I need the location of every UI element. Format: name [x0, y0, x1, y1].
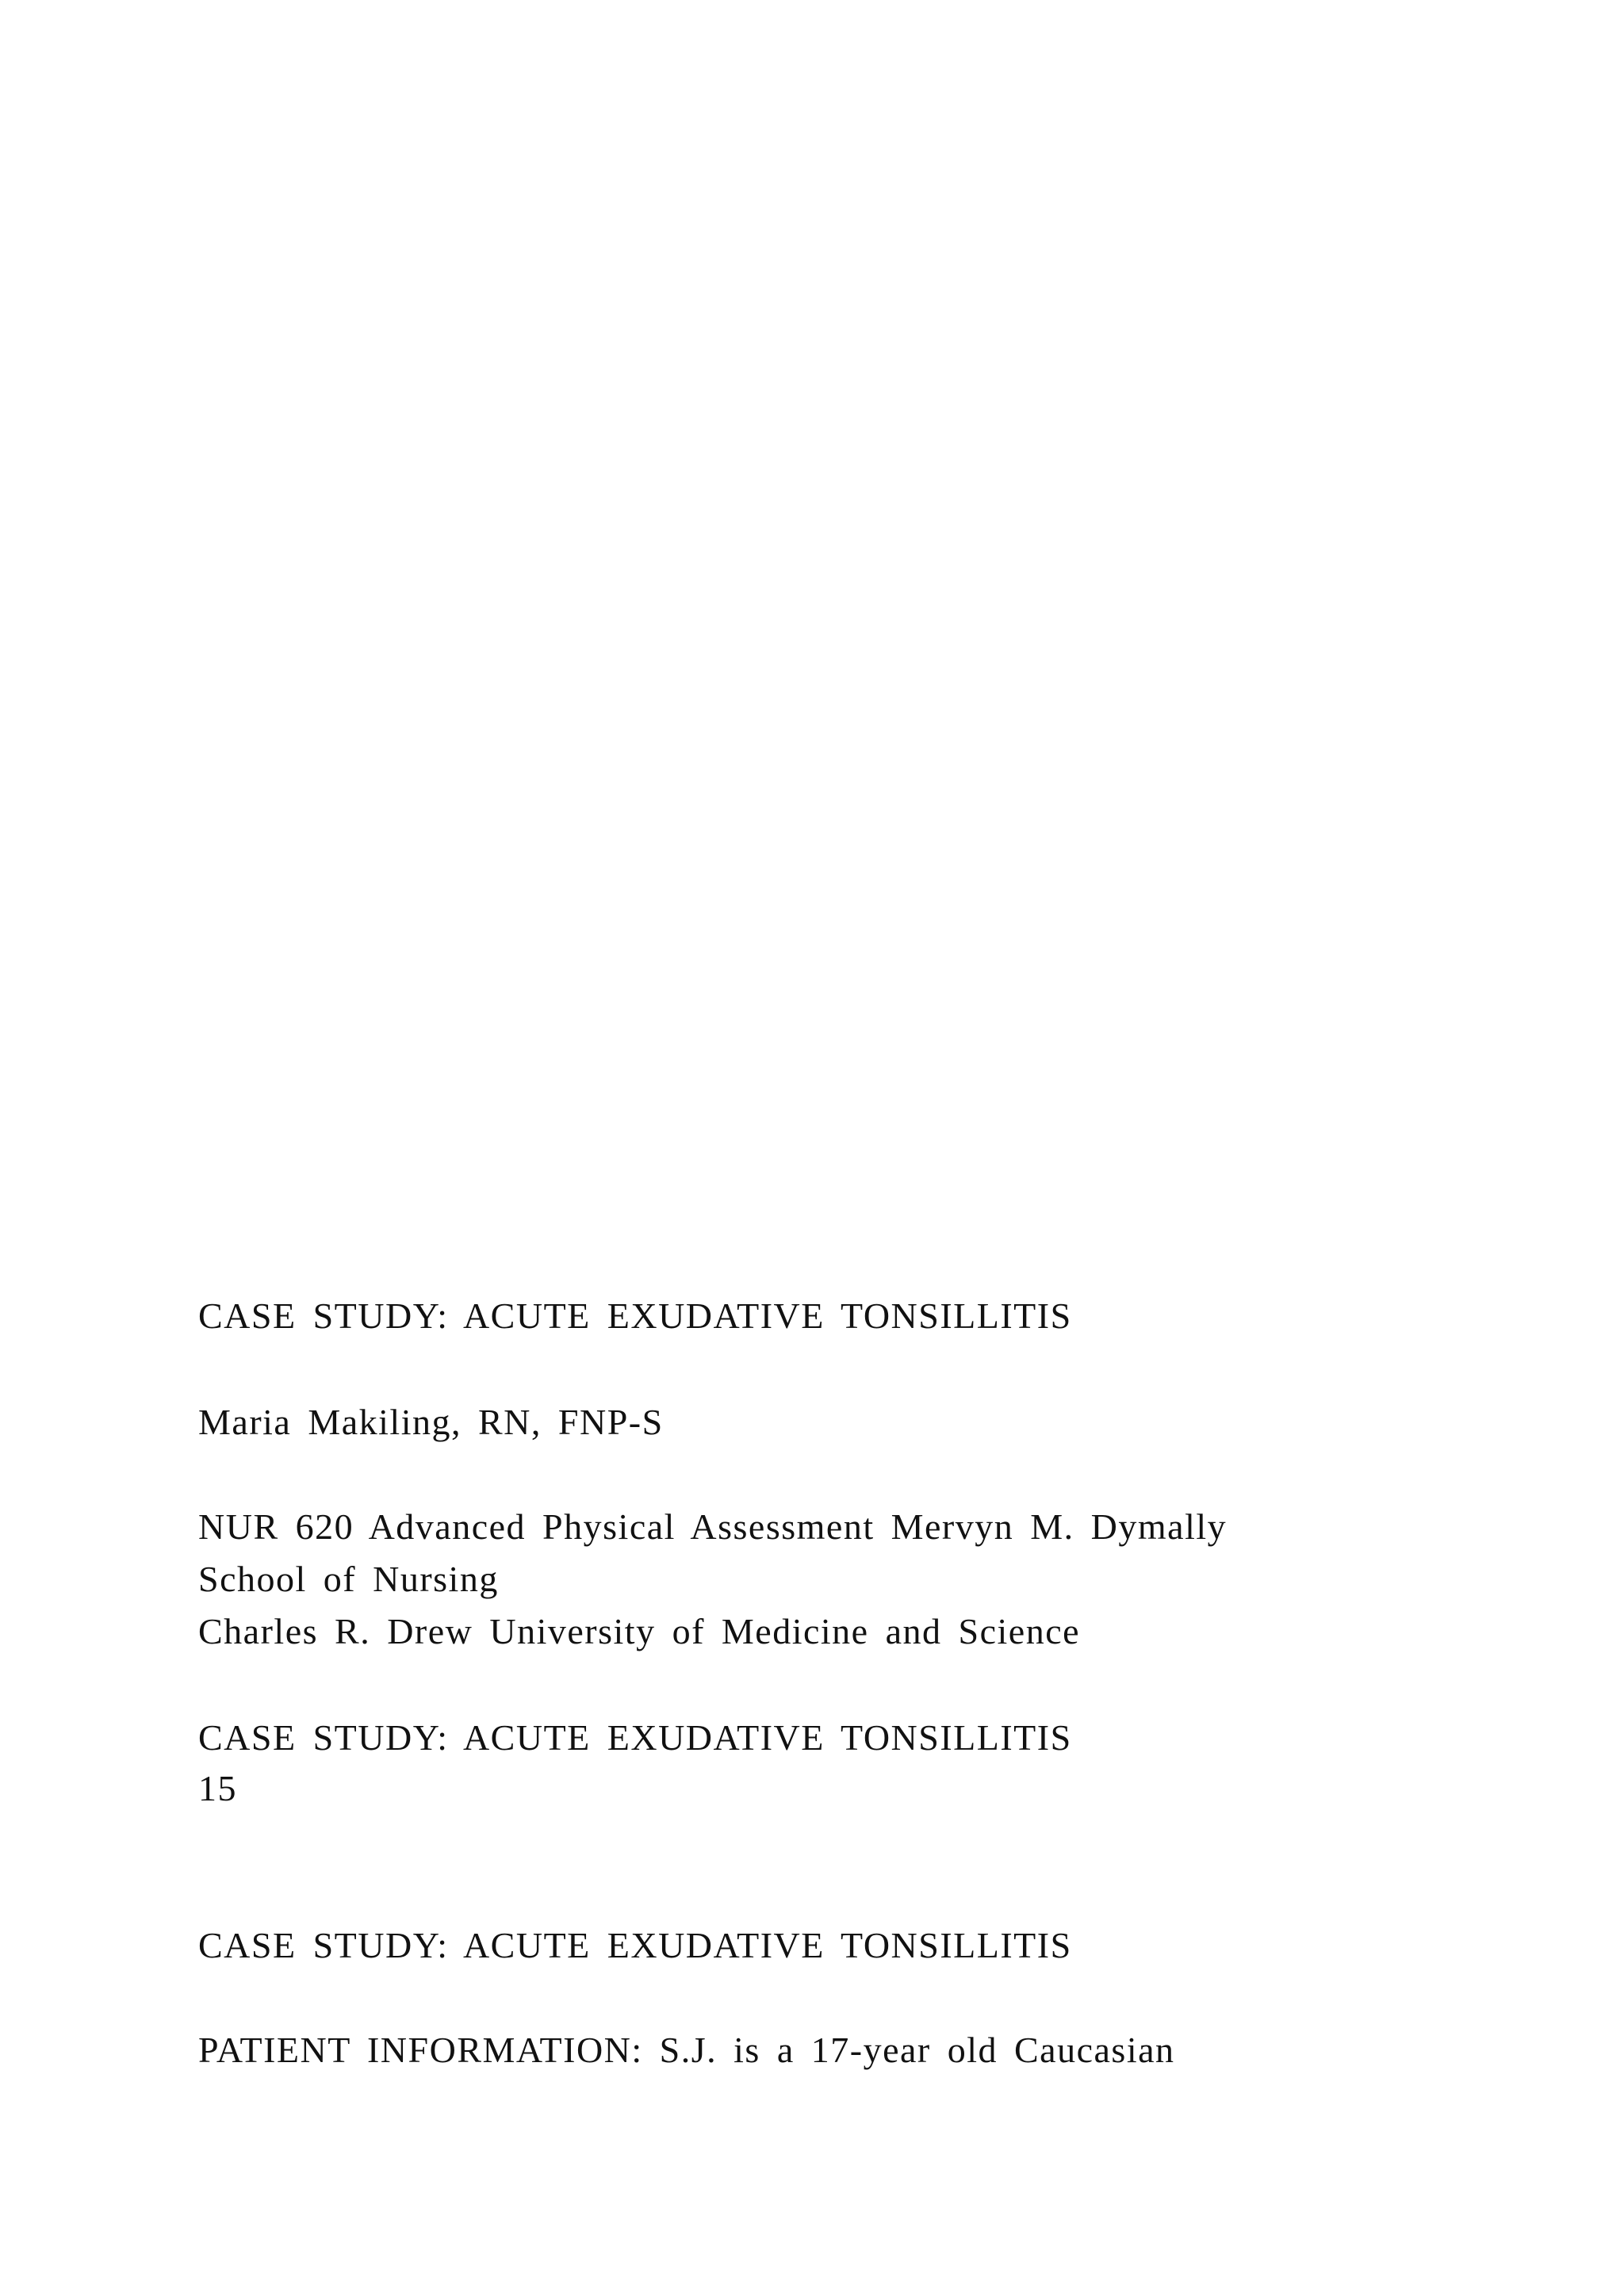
running-header: CASE STUDY: ACUTE EXUDATIVE TONSILLITIS [198, 1717, 1072, 1758]
affiliation-line-2: School of Nursing [198, 1559, 499, 1599]
title-heading: CASE STUDY: ACUTE EXUDATIVE TONSILLITIS [198, 1295, 1072, 1336]
affiliation-line-1: NUR 620 Advanced Physical Assessment Mervyn M. Dymally [198, 1506, 1228, 1547]
author-line: Maria Makiling, RN, FNP-S [198, 1402, 664, 1442]
page-number: 15 [198, 1768, 237, 1808]
patient-information-text: PATIENT INFORMATION: S.J. is a 17-year old Caucasian [198, 2030, 1175, 2070]
affiliation-line-3: Charles R. Drew University of Medicine and Science [198, 1611, 1081, 1651]
section-title: CASE STUDY: ACUTE EXUDATIVE TONSILLITIS [198, 1925, 1072, 1965]
